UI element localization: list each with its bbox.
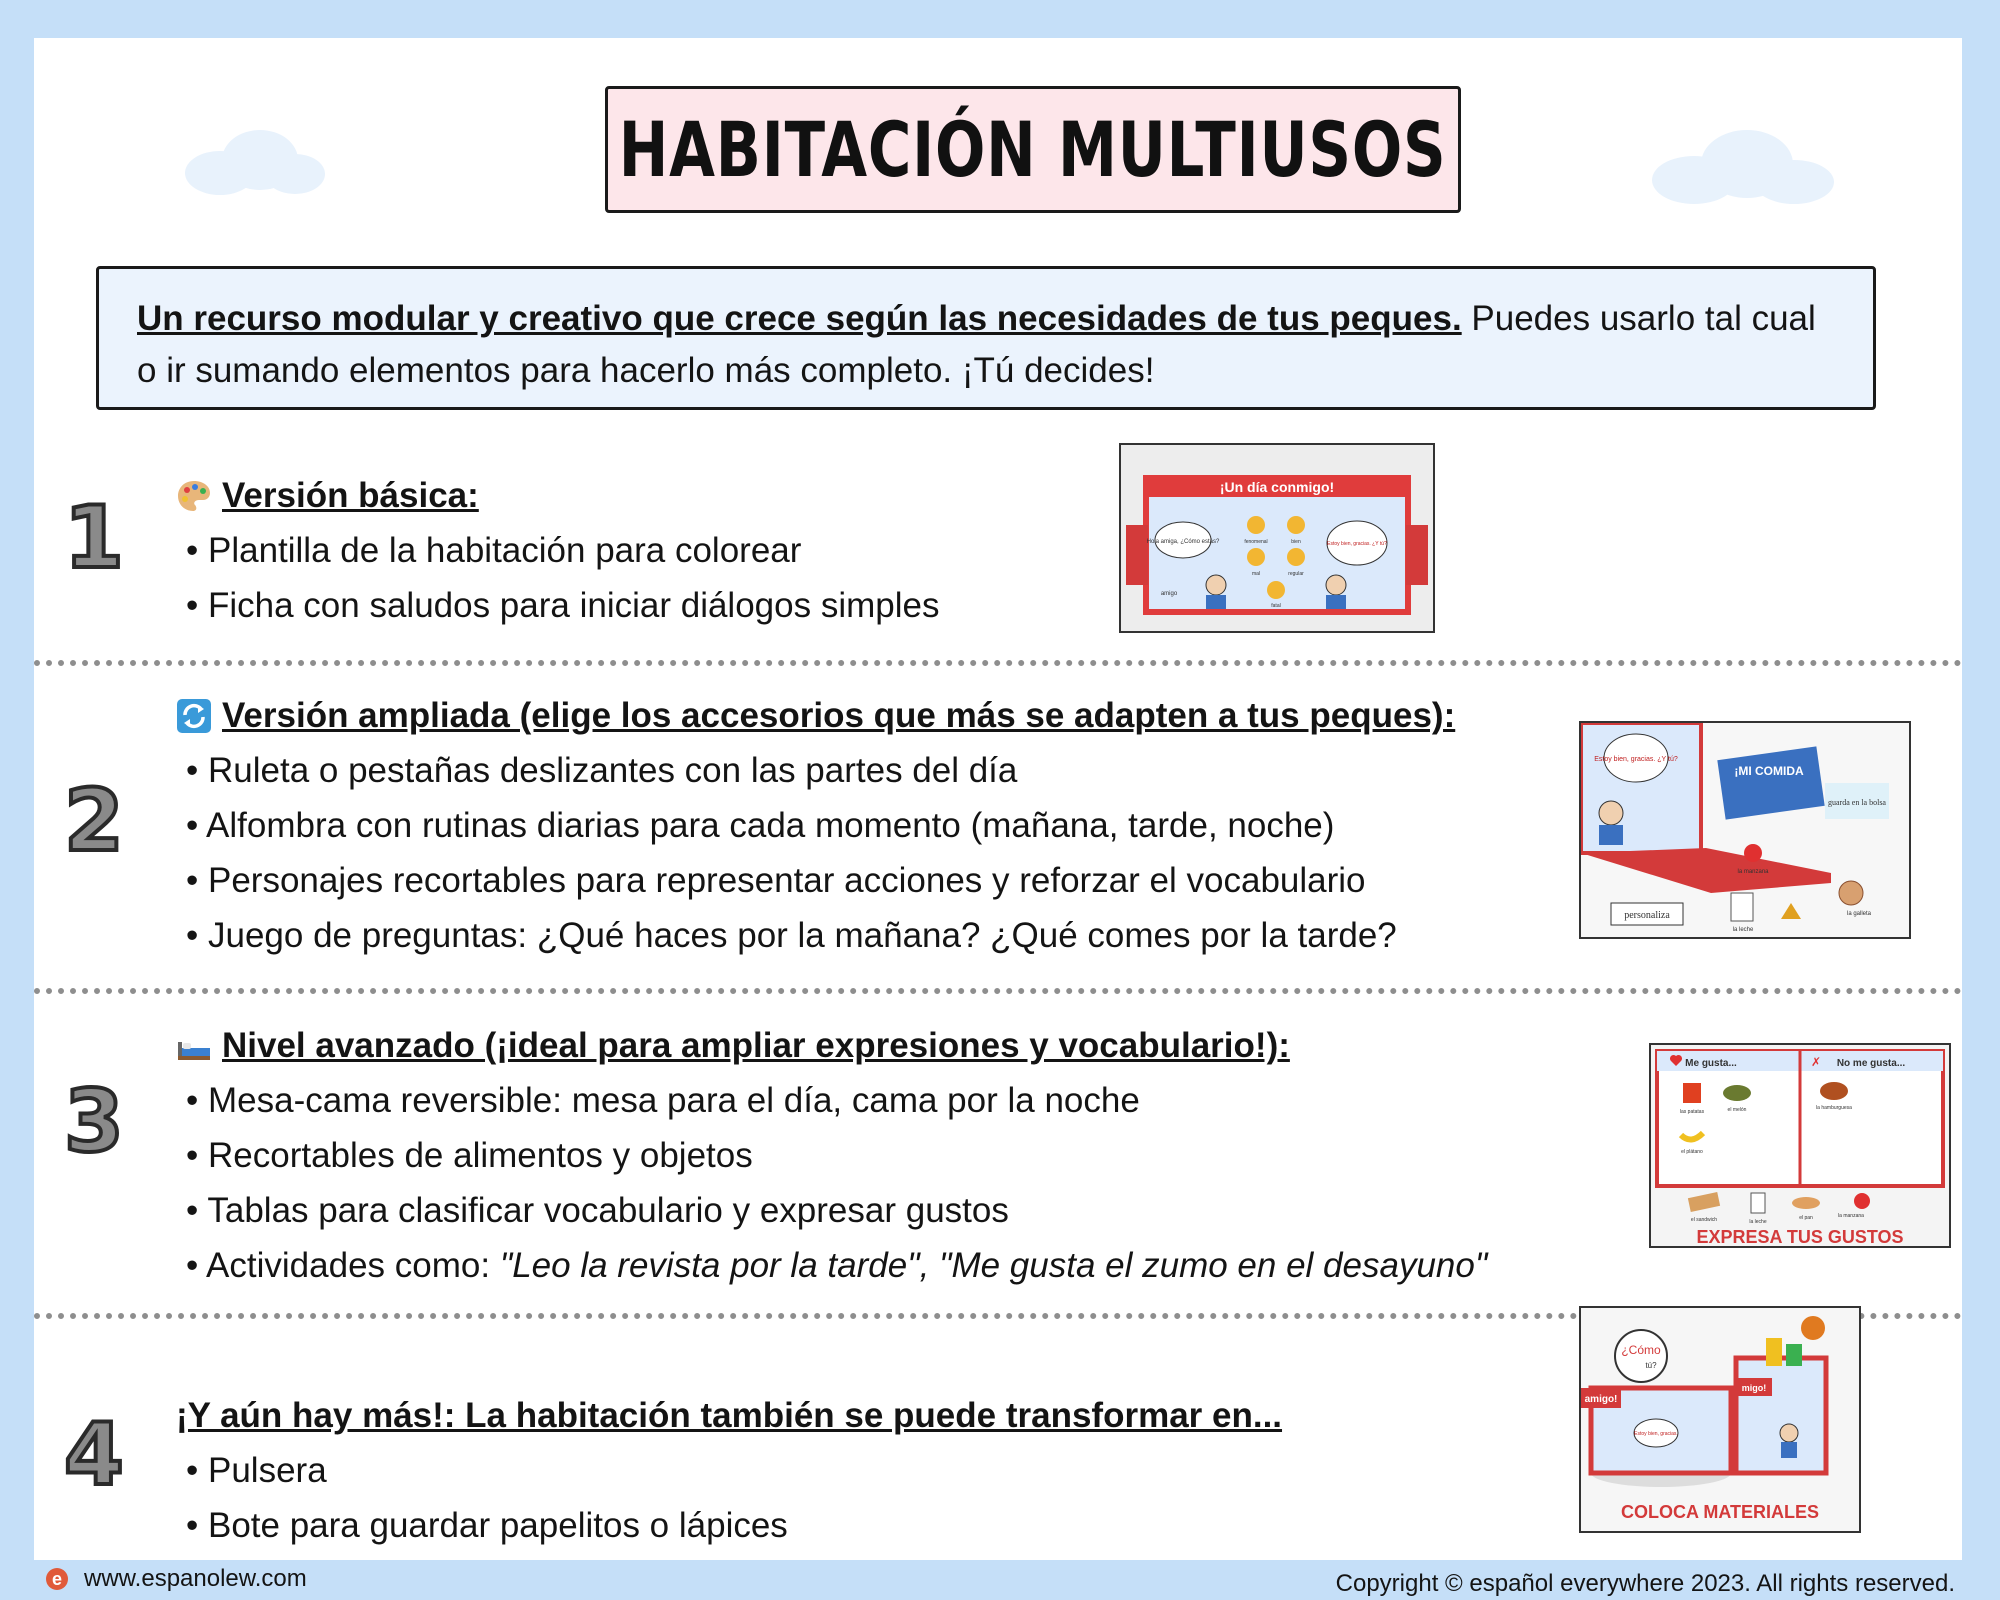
thumb3-banner: EXPRESA TUS GUSTOS (1696, 1227, 1904, 1246)
thumb3-label: el plátano (1681, 1149, 1703, 1155)
list-item: • Plantilla de la habitación para colorear (176, 523, 939, 578)
section-4-heading (176, 1388, 1282, 1443)
section-2 (176, 688, 1455, 963)
intro-box (96, 266, 1876, 410)
refresh-icon (176, 698, 212, 734)
thumb3-label: la manzana (1838, 1213, 1864, 1219)
thumb2-label: la leche (1732, 927, 1754, 933)
footer-copyright: Copyright © español everywhere 2023. All rights reserved. (1335, 1570, 1955, 1597)
section-4 (176, 1388, 1282, 1553)
thumb2-label: guarda en la bolsa (1828, 798, 1886, 807)
bed-icon (176, 1028, 212, 1064)
intro-strong-text: Un recurso modular y creativo que crece según las necesidades de tus peques. (137, 299, 1462, 338)
section-divider (34, 660, 1962, 666)
page-sheet (34, 38, 1962, 1560)
thumb2-label: Estoy bien, gracias. ¿Y tú? (1594, 756, 1678, 763)
thumb4-label: Estoy bien, gracias. (1634, 1431, 1678, 1437)
section-divider (34, 988, 1962, 994)
espanolew-logo-icon: e (46, 1568, 68, 1590)
list-item: • Personajes recortables para representar acciones y reforzar el vocabulario (176, 853, 1455, 908)
palette-icon (176, 478, 212, 514)
title-box (605, 86, 1461, 213)
section-number-4: 4 (64, 1405, 124, 1505)
list-item: • Tablas para clasificar vocabulario y expresar gustos (176, 1183, 1487, 1238)
bullet-italic-examples: "Leo la revista por la tarde", "Me gusta el zumo en el desayuno" (499, 1246, 1488, 1285)
section-3-heading-text: Nivel avanzado (¡ideal para ampliar expresiones y vocabulario!): (222, 1026, 1290, 1065)
thumb1-title: ¡Un día conmigo! (1219, 479, 1335, 495)
thumb3-label: la leche (1749, 1219, 1767, 1225)
list-item: • Ruleta o pestañas deslizantes con las partes del día (176, 743, 1455, 798)
footer-website (46, 1565, 307, 1593)
thumb4-label: amigo! (1584, 1394, 1618, 1405)
section-1 (176, 468, 939, 633)
list-item: • Bote para guardar papelitos o lápices (176, 1498, 1282, 1553)
cloud-right-icon (1649, 128, 1839, 208)
thumb1-label: bien (1291, 539, 1301, 545)
thumb3-label: el melón (1727, 1107, 1747, 1113)
section-4-heading-text: ¡Y aún hay más!: La habitación también se puede transformar en... (176, 1396, 1283, 1435)
bullet-prefix: Actividades como: (206, 1246, 500, 1285)
list-item: • Recortables de alimentos y objetos (176, 1128, 1487, 1183)
thumb1-label: fatal (1271, 603, 1281, 609)
thumb2-label: ¡MI COMIDA (1734, 764, 1804, 778)
thumb1-label: mal (1251, 571, 1261, 577)
section-2-heading-text: Versión ampliada (elige los accesorios que más se adapten a tus peques): (222, 696, 1456, 735)
thumb1-label: fenomenal (1244, 539, 1268, 545)
thumb4-label: ¿Cómo (1621, 1343, 1661, 1357)
section-number-2: 2 (64, 771, 124, 871)
thumb4-label: migo! (1741, 1383, 1767, 1393)
thumb1-label: Estoy bien, gracias. ¿Y tú? (1327, 541, 1387, 547)
section-2-heading (176, 688, 1455, 743)
thumb3-label: el sandwich (1690, 1217, 1718, 1223)
section-1-heading (176, 468, 939, 523)
website-link[interactable]: www.espanolew.com (84, 1565, 307, 1592)
thumb2-label: la galleta (1846, 911, 1872, 917)
section-3-heading (176, 1018, 1487, 1073)
thumb4-label: tú? (1645, 1361, 1657, 1370)
list-item (176, 1238, 1487, 1293)
section-4-thumbnail (1579, 1306, 1861, 1533)
list-item: • Ficha con saludos para iniciar diálogos simples (176, 578, 939, 633)
page-title: HABITACIÓN MULTIUSOS (619, 105, 1447, 194)
thumb2-label: personaliza (1624, 910, 1670, 921)
thumb3-label: las patatas (1679, 1109, 1705, 1115)
section-number-1: 1 (64, 488, 124, 588)
thumb3-label: el pan (1799, 1215, 1813, 1221)
section-number-3: 3 (64, 1072, 124, 1172)
section-3-thumbnail (1649, 1043, 1951, 1248)
section-1-heading-text: Versión básica: (222, 476, 479, 515)
thumb1-label: Hola amiga, ¿Cómo estás? (1146, 539, 1220, 545)
section-3 (176, 1018, 1487, 1293)
list-item: • Pulsera (176, 1443, 1282, 1498)
thumb4-banner: COLOCA MATERIALES (1621, 1502, 1819, 1522)
section-1-thumbnail (1119, 443, 1435, 633)
thumb1-label: regular (1288, 571, 1304, 577)
thumb2-label: la manzana (1737, 869, 1769, 875)
thumb3-label: No me gusta... (1836, 1058, 1906, 1069)
cross-icon: ✗ (1811, 1055, 1822, 1069)
cloud-left-icon (180, 128, 330, 198)
thumb3-label: Me gusta... (1685, 1058, 1737, 1069)
list-item: • Alfombra con rutinas diarias para cada momento (mañana, tarde, noche) (176, 798, 1455, 853)
intro-rest-text: Puedes usarlo tal cual o ir sumando elementos para hacerlo más completo. ¡Tú decides! (137, 299, 1816, 390)
list-item: • Juego de preguntas: ¿Qué haces por la mañana? ¿Qué comes por la tarde? (176, 908, 1455, 963)
thumb1-label: amigo (1160, 591, 1178, 597)
section-2-thumbnail (1579, 721, 1911, 939)
list-item: • Mesa-cama reversible: mesa para el día, cama por la noche (176, 1073, 1487, 1128)
thumb3-label: la hamburguesa (1816, 1105, 1852, 1111)
